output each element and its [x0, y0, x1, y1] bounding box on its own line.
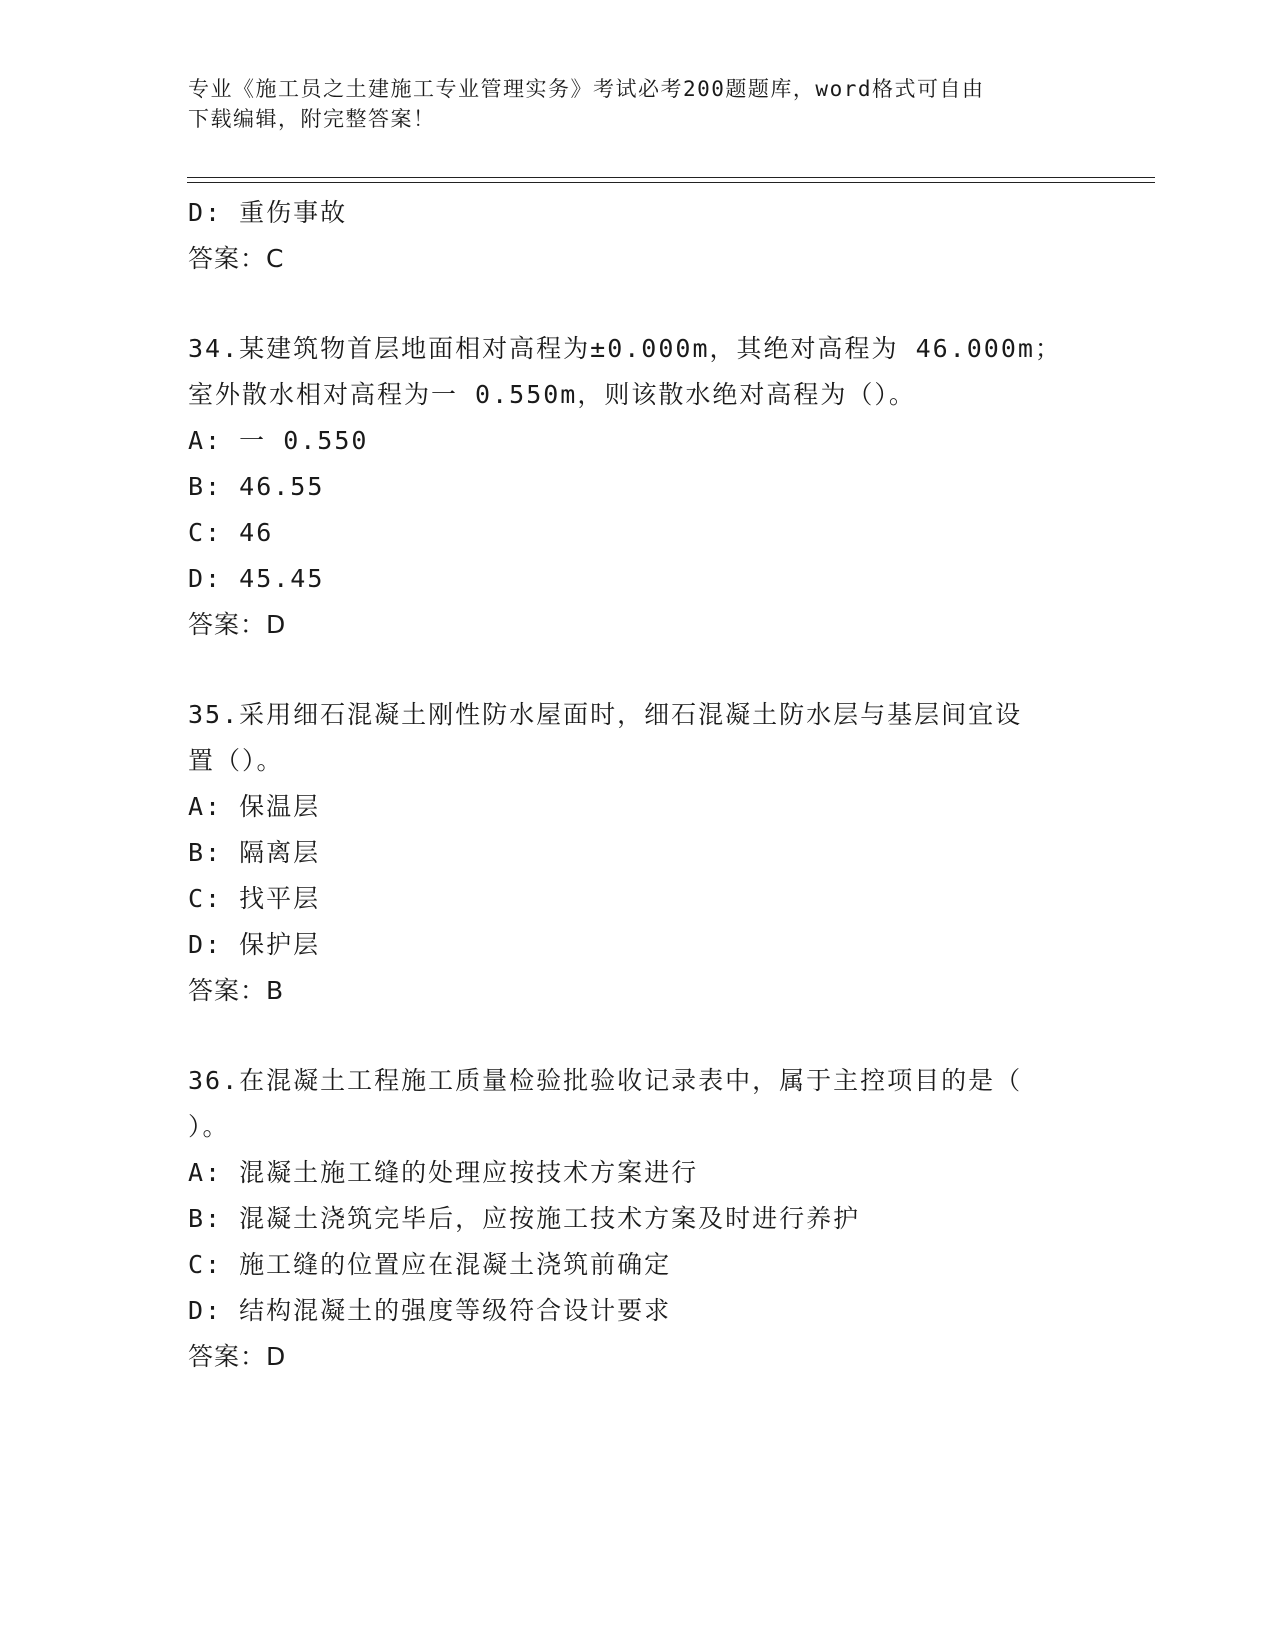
answer-line: 答案：D: [188, 1342, 287, 1371]
header-line-2: 下载编辑，附完整答案！: [188, 107, 436, 131]
option-a: A: 混凝土施工缝的处理应按技术方案进行: [188, 1158, 699, 1187]
option-c: C: 施工缝的位置应在混凝土浇筑前确定: [188, 1250, 672, 1279]
question-stem-line-2: 室外散水相对高程为一 0.550m，则该散水绝对高程为（）。: [188, 380, 916, 409]
spacer: [188, 282, 1108, 326]
option-d: D: 结构混凝土的强度等级符合设计要求: [188, 1296, 672, 1325]
question-stem-line-2: ）。: [188, 1112, 230, 1141]
option-b: B: 混凝土浇筑完毕后，应按施工技术方案及时进行养护: [188, 1204, 861, 1233]
option-d: D: 45.45: [188, 564, 325, 593]
question-stem-line-1: 35.采用细石混凝土刚性防水屋面时，细石混凝土防水层与基层间宜设: [188, 700, 1023, 729]
option-a: A: 保温层: [188, 792, 321, 821]
option-b: B: 46.55: [188, 472, 325, 501]
question-block-36: [188, 1058, 1108, 1380]
option-b: B: 隔离层: [188, 838, 321, 867]
question-stem-line-1: 34.某建筑物首层地面相对高程为±0.000m，其绝对高程为 46.000m；: [188, 334, 1062, 363]
header-divider-bottom: [187, 182, 1155, 183]
option-d: D: 保护层: [188, 930, 321, 959]
answer-line: 答案：D: [188, 610, 287, 639]
header-divider-top: [187, 177, 1155, 178]
question-stem-line-1: 36.在混凝土工程施工质量检验批验收记录表中，属于主控项目的是（: [188, 1066, 1023, 1095]
option-c: C: 46: [188, 518, 274, 547]
answer-line: 答案：C: [188, 244, 285, 273]
document-header: [188, 74, 1088, 134]
question-block-34: [188, 326, 1108, 648]
option-c: C: 找平层: [188, 884, 321, 913]
question-block-35: [188, 692, 1108, 1014]
header-line-1: 专业《施工员之土建施工专业管理实务》考试必考200题题库，word格式可自由: [188, 77, 985, 101]
spacer: [188, 648, 1108, 692]
option-d: D: 重伤事故: [188, 198, 348, 227]
spacer: [188, 1014, 1108, 1058]
answer-line: 答案：B: [188, 976, 285, 1005]
question-block-33: [188, 190, 1108, 282]
question-list: [188, 190, 1108, 1380]
question-stem-line-2: 置（）。: [188, 746, 284, 775]
option-a: A: 一 0.550: [188, 426, 369, 455]
